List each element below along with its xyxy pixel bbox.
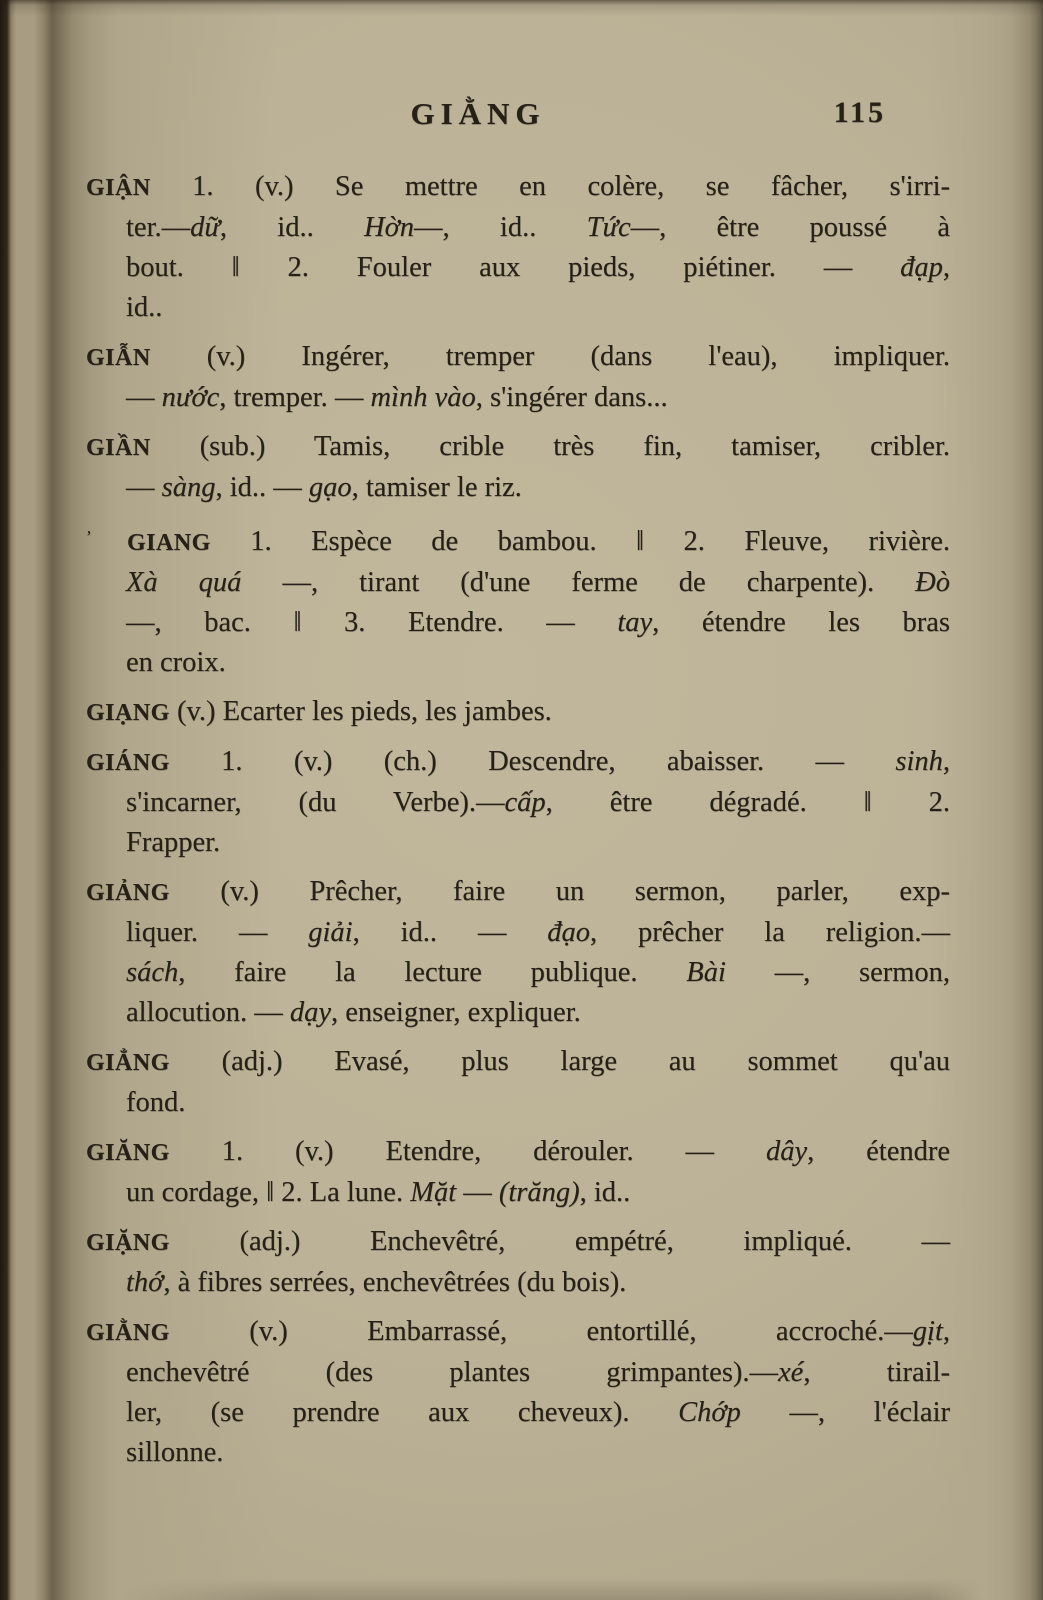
entry-line: GIẬN 1. (v.) Se mettre en colère, se fâcher, s'irri- xyxy=(86,171,950,202)
entry-line: liquer. — giải, id.. — đạo, prêcher la religion.— xyxy=(126,917,950,948)
dictionary-entries xyxy=(86,167,950,1482)
entry-line: un cordage, ‖ 2. La lune. Mặt — (trăng), id.. xyxy=(126,1177,631,1208)
entry-line: —, bac. ‖ 3. Etendre. — tay, étendre les bras xyxy=(126,607,951,638)
dictionary-entry xyxy=(86,872,950,1033)
dictionary-entry xyxy=(86,427,950,508)
entry-line: GIẲNG (adj.) Evasé, plus large au sommet qu'au xyxy=(86,1046,950,1077)
dictionary-entry xyxy=(86,692,950,733)
entry-line: Xà quá —, tirant (d'une ferme de charpente). Đò xyxy=(126,567,950,598)
entry-line: s'incarner, (du Verbe).—cấp, être dégradé. ‖ 2. xyxy=(126,787,950,818)
entry-line: allocution. — dạy, enseigner, expliquer. xyxy=(126,997,581,1028)
dictionary-entry xyxy=(86,742,950,863)
dictionary-entry xyxy=(86,1042,950,1123)
entry-line: GIÁNG 1. (v.) (ch.) Descendre, abaisser. — sinh, xyxy=(86,746,950,777)
entry-line: en croix. xyxy=(126,647,226,678)
running-head: GIẰNG xyxy=(410,96,546,131)
entry-line: — nước, tremper. — mình vào, s'ingérer dans... xyxy=(126,382,668,413)
entry-line: GIẶNG (adj.) Enchevêtré, empétré, impliqué. — xyxy=(86,1226,950,1257)
entry-line: GIẦN (sub.) Tamis, crible très fin, tamiser, cribler. xyxy=(86,431,950,462)
entry-line: ’ GIANG 1. Espèce de bambou. ‖ 2. Fleuve, rivière. xyxy=(86,526,951,557)
entry-line: GIẪN (v.) Ingérer, tremper (dans l'eau), impliquer. xyxy=(86,341,950,372)
entry-line: sillonne. xyxy=(126,1437,224,1468)
entry-line: GIẰNG (v.) Embarrassé, entortillé, accroché.—gịt, xyxy=(86,1316,950,1347)
entry-line: fond. xyxy=(126,1087,186,1118)
entry-line: GIẠNG (v.) Ecarter les pieds, les jambes. xyxy=(86,696,552,727)
entry-line: Frapper. xyxy=(126,827,221,858)
entry-line: — sàng, id.. — gạo, tamiser le riz. xyxy=(126,472,522,503)
dictionary-entry xyxy=(86,517,950,683)
dictionary-entry xyxy=(86,1312,950,1473)
entry-line: enchevêtré (des plantes grimpantes).—xé, tirail- xyxy=(126,1357,950,1388)
page-header xyxy=(86,96,950,140)
entry-line: sách, faire la lecture publique. Bài —, sermon, xyxy=(126,957,951,988)
dictionary-entry xyxy=(86,337,950,418)
entry-line: id.. xyxy=(126,292,163,323)
entry-line: bout. ‖ 2. Fouler aux pieds, piétiner. — đạp, xyxy=(126,252,950,283)
entry-line: GIẢNG (v.) Prêcher, faire un sermon, parler, exp- xyxy=(86,876,950,907)
page-number: 115 xyxy=(833,96,886,129)
entry-line: GIĂNG 1. (v.) Etendre, dérouler. — dây, étendre xyxy=(86,1136,951,1167)
dictionary-entry xyxy=(86,167,950,328)
dictionary-entry xyxy=(86,1132,950,1213)
entry-line: ler, (se prendre aux cheveux). Chớp —, l'éclair xyxy=(126,1397,950,1428)
entry-line: ter.—dữ, id.. Hờn—, id.. Tức—, être poussé à xyxy=(126,212,950,243)
dictionary-entry xyxy=(86,1222,950,1303)
entry-line: thớ, à fibres serrées, enchevêtrées (du bois). xyxy=(126,1267,627,1298)
